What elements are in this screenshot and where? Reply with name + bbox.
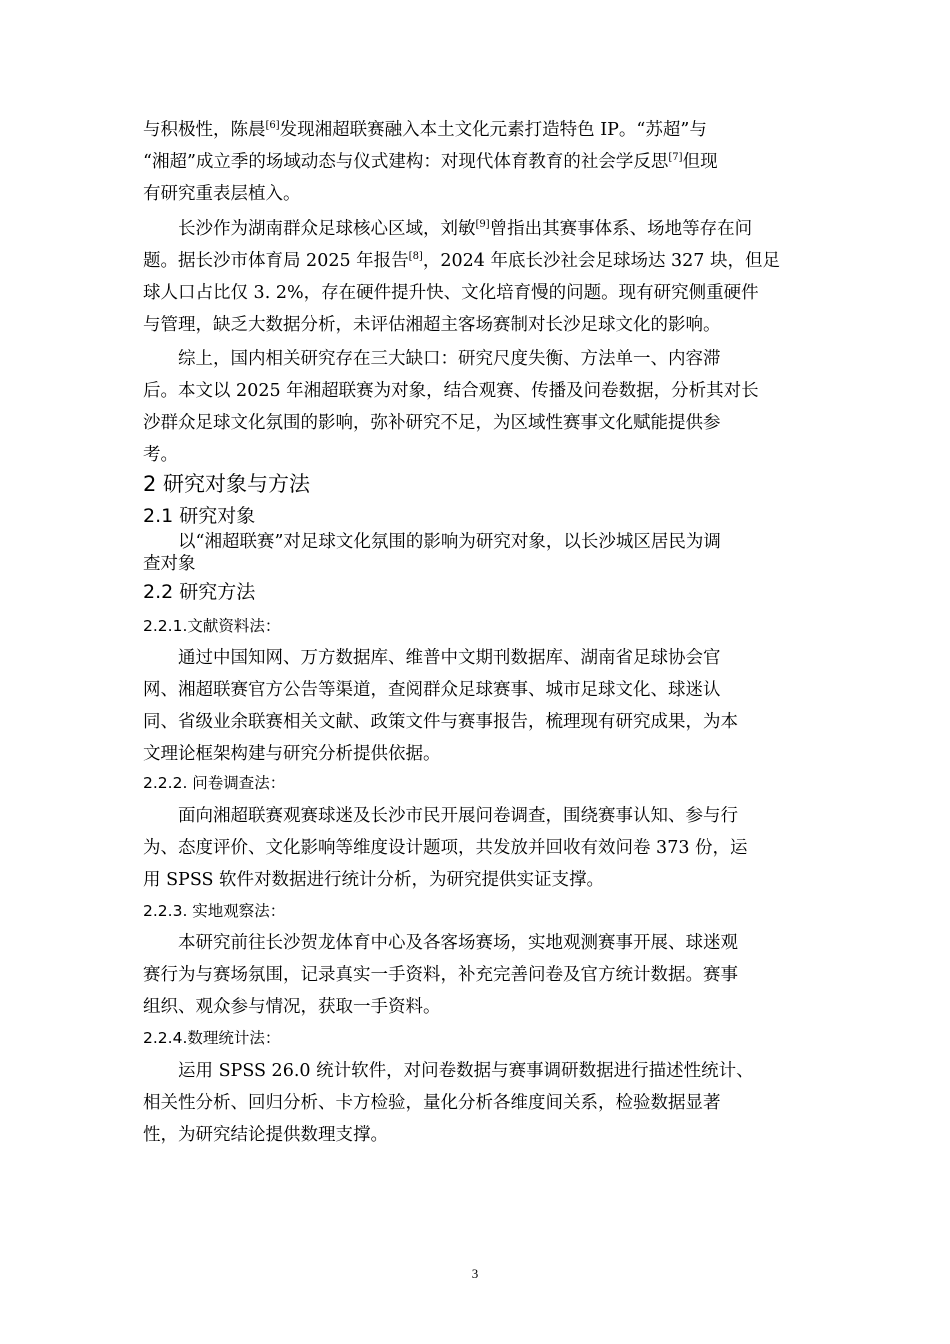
text-span: ，2024 年底长沙社会足球场达 327 块，但足 [422, 251, 780, 271]
text-line: 球人口占比仅 3. 2%，存在硬件提升快、文化培育慢的问题。现有研究侧重硬件 [143, 283, 759, 303]
text-line [143, 114, 807, 146]
paragraph-method-observation [143, 927, 807, 1023]
text-span: 与积极性，陈晨 [143, 120, 266, 140]
paragraph-changsha [143, 213, 807, 341]
paragraph-method-statistics [143, 1055, 807, 1151]
method-heading: 2.2.4.数理统计法： [143, 1029, 281, 1047]
text-line: 组织、观众参与情况，获取一手资料。 [143, 997, 441, 1017]
paragraph-method-literature [143, 642, 807, 770]
citation-ref: [9] [475, 219, 490, 230]
paragraph-intro-continued [143, 114, 807, 210]
text-line: 网、湘超联赛官方公告等渠道，查阅群众足球赛事、城市足球文化、球迷认 [143, 680, 721, 700]
citation-ref: [7] [668, 152, 683, 163]
method-heading: 2.2.3. 实地观察法： [143, 902, 286, 920]
citation-ref: [8] [408, 251, 423, 262]
text-line [143, 213, 807, 245]
method-heading: 2.2.2. 问卷调查法： [143, 774, 286, 792]
text-line: 性，为研究结论提供数理支撑。 [143, 1125, 388, 1145]
citation-ref: [6] [265, 120, 280, 131]
text-line: 综上，国内相关研究存在三大缺口：研究尺度失衡、方法单一、内容滞 [178, 349, 721, 369]
text-line: 面向湘超联赛观赛球迷及长沙市民开展问卷调查，围绕赛事认知、参与行 [178, 806, 738, 826]
section-heading: 2 研究对象与方法 [143, 472, 311, 496]
text-span: 题。据长沙市体育局 2025 年报告 [143, 251, 409, 271]
text-span: 长沙作为湖南群众足球核心区域，刘敏 [178, 219, 476, 239]
text-line: 相关性分析、回归分析、卡方检验，量化分析各维度间关系，检验数据显著 [143, 1093, 721, 1113]
text-line: 有研究重表层植入。 [143, 184, 301, 204]
subsection-heading: 2.1 研究对象 [143, 505, 256, 527]
text-line: 本研究前往长沙贺龙体育中心及各客场赛场，实地观测赛事开展、球迷观 [178, 933, 738, 953]
text-line: 通过中国知网、万方数据库、维普中文期刊数据库、湖南省足球协会官 [178, 648, 721, 668]
text-line: 以“湘超联赛”对足球文化氛围的影响为研究对象，以长沙城区居民为调 [178, 532, 721, 552]
text-line: 与管理，缺乏大数据分析，未评估湘超主客场赛制对长沙足球文化的影响。 [143, 315, 721, 335]
text-line: 为、态度评价、文化影响等维度设计题项，共发放并回收有效问卷 373 份，运 [143, 838, 748, 858]
text-line: 文理论框架构建与研究分析提供依据。 [143, 744, 441, 764]
text-line: 考。 [143, 445, 178, 465]
page-number: 3 [471, 1266, 479, 1281]
text-line [143, 245, 807, 277]
method-heading: 2.2.1.文献资料法： [143, 617, 281, 635]
text-line: 同、省级业余联赛相关文献、政策文件与赛事报告，梳理现有研究成果，为本 [143, 712, 738, 732]
text-line: 运用 SPSS 26.0 统计软件，对问卷数据与赛事调研数据进行描述性统计、 [178, 1061, 754, 1081]
text-line: 沙群众足球文化氛围的影响，弥补研究不足，为区域性赛事文化赋能提供参 [143, 413, 721, 433]
text-line: 查对象 [143, 554, 196, 574]
text-span: 发现湘超联赛融入本土文化元素打造特色 IP。“苏超”与 [279, 120, 707, 140]
paragraph-summary [143, 343, 807, 471]
text-span: 但现 [682, 152, 718, 172]
text-line: 赛行为与赛场氛围，记录真实一手资料，补充完善问卷及官方统计数据。赛事 [143, 965, 738, 985]
subsection-heading: 2.2 研究方法 [143, 581, 256, 603]
text-line: 用 SPSS 软件对数据进行统计分析，为研究提供实证支撑。 [143, 870, 605, 890]
paragraph-method-survey [143, 800, 807, 896]
text-span: 曾指出其赛事体系、场地等存在问 [489, 219, 753, 239]
paragraph-research-object [143, 531, 807, 575]
text-line: 后。本文以 2025 年湘超联赛为对象，结合观赛、传播及问卷数据，分析其对长 [143, 381, 759, 401]
text-line [143, 146, 807, 178]
text-span: “湘超”成立季的场域动态与仪式建构：对现代体育教育的社会学反思 [143, 152, 669, 172]
